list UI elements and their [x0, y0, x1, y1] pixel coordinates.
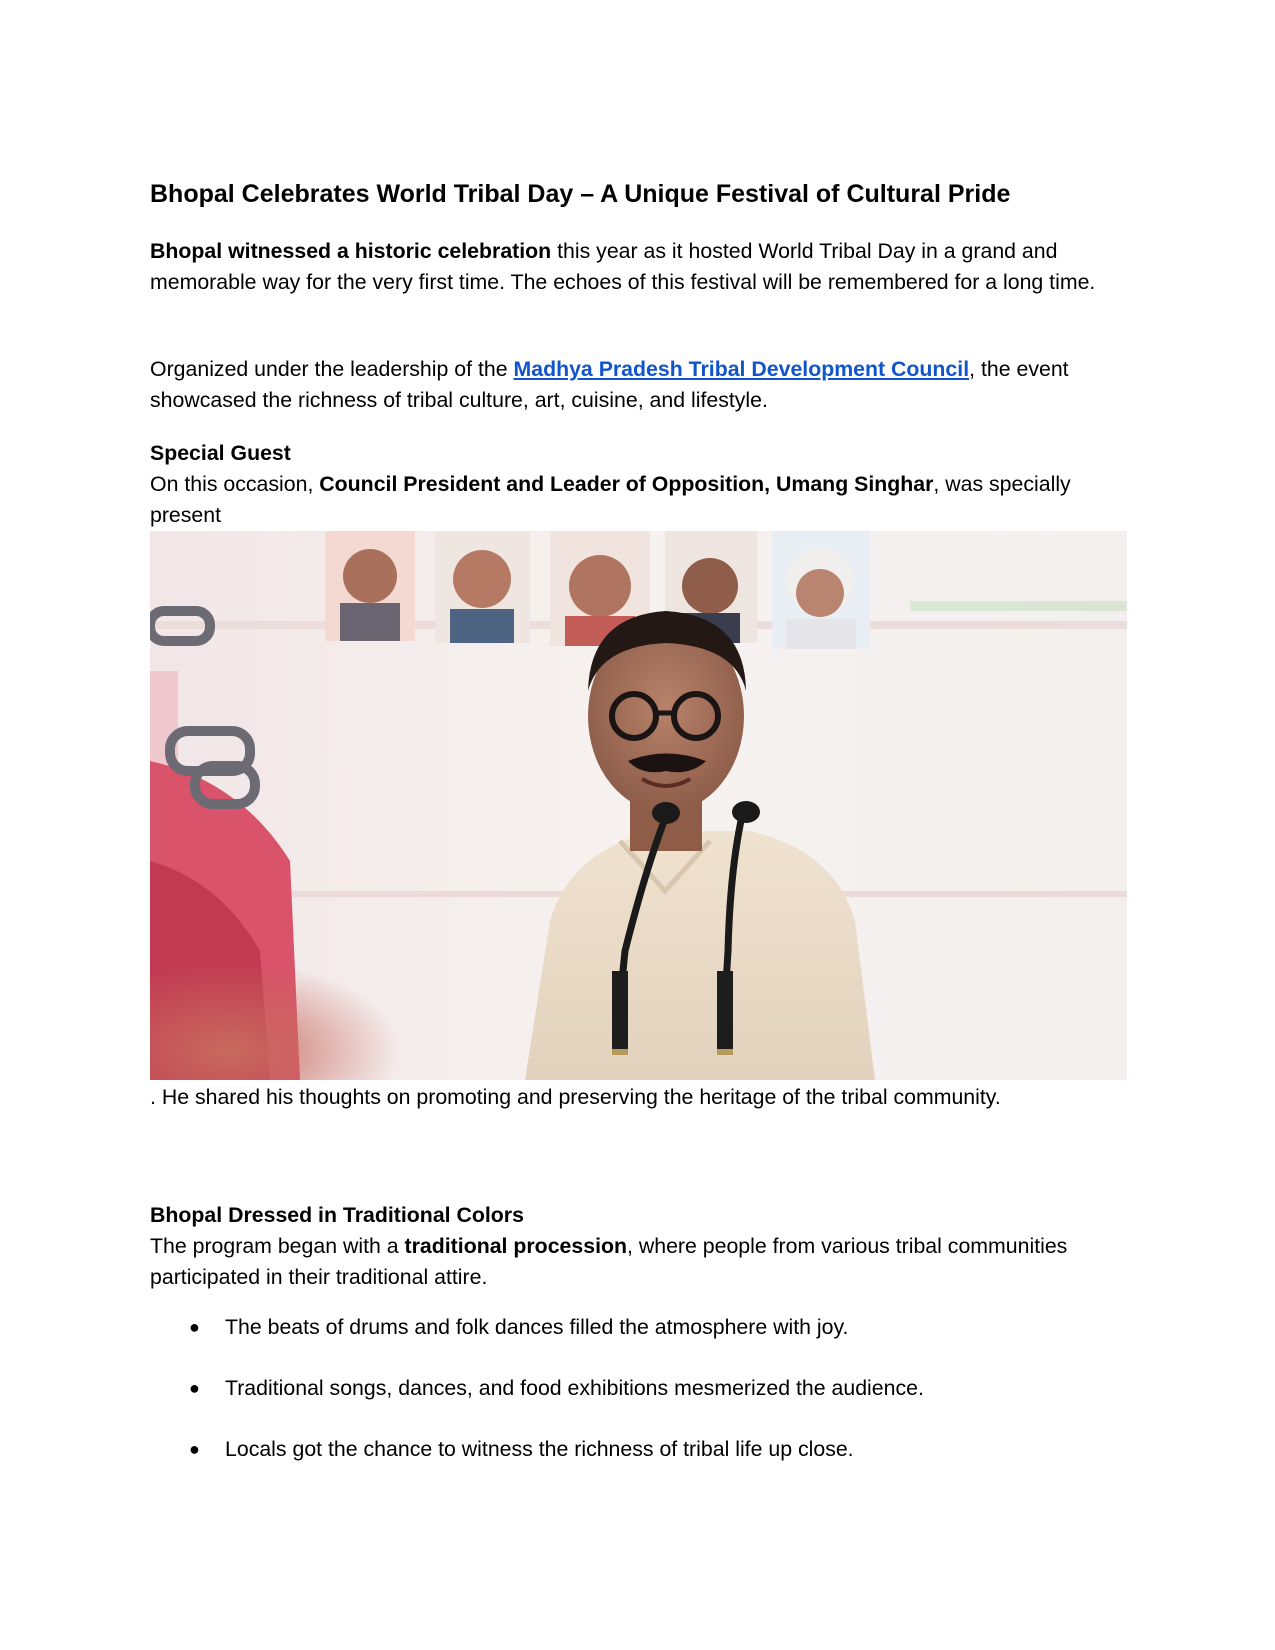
intro-text: this year as it hosted World Tribal Day in a grand and memorable way for the very first time. The echoes of this festival will be remembered for a long time. — [150, 239, 1096, 294]
intro-paragraph — [150, 236, 1115, 297]
traditional-colors-heading: Bhopal Dressed in Traditional Colors — [150, 1203, 524, 1227]
list-item — [150, 1434, 924, 1495]
portrait-banner — [325, 531, 870, 649]
traditional-bold: traditional procession — [404, 1234, 628, 1258]
special-guest-heading: Special Guest — [150, 441, 291, 465]
list-item — [150, 1312, 924, 1373]
organized-text-after: , the event showcased the richness of tribal culture, art, cuisine, and lifestyle. — [150, 357, 1069, 412]
guest-caption: . He shared his thoughts on promoting and preserving the heritage of the tribal community. — [150, 1085, 1001, 1109]
guest-name-bold: Council President and Leader of Opposition, Umang Singhar — [319, 472, 934, 496]
list-item-text: Traditional songs, dances, and food exhibitions mesmerized the audience. — [225, 1376, 924, 1400]
list-item-text: The beats of drums and folk dances filled the atmosphere with joy. — [225, 1315, 849, 1339]
organized-text-before: Organized under the leadership of the — [150, 357, 514, 381]
guest-text-after: , was specially present — [150, 472, 1071, 527]
speaker-photo-illustration — [150, 531, 1127, 1080]
council-link[interactable]: Madhya Pradesh Tribal Development Council — [513, 357, 970, 381]
bullet-icon: ● — [189, 1317, 200, 1337]
traditional-text-before: The program began with a — [150, 1234, 405, 1258]
intro-bold-lead: Bhopal witnessed a historic celebration — [150, 239, 552, 263]
guest-text-before: On this occasion, — [150, 472, 320, 496]
speaker-photo — [150, 531, 1127, 1080]
highlights-list — [150, 1312, 924, 1495]
bullet-icon: ● — [189, 1439, 200, 1459]
special-guest-paragraph — [150, 469, 1115, 530]
list-item-text: Locals got the chance to witness the richness of tribal life up close. — [225, 1437, 854, 1461]
list-item — [150, 1373, 924, 1434]
article-title: Bhopal Celebrates World Tribal Day – A Unique Festival of Cultural Pride — [150, 180, 1011, 208]
traditional-text-after: , where people from various tribal communities participated in their traditional attire. — [150, 1234, 1068, 1289]
organized-paragraph — [150, 354, 1115, 415]
traditional-paragraph — [150, 1231, 1115, 1292]
bullet-icon: ● — [189, 1378, 200, 1398]
